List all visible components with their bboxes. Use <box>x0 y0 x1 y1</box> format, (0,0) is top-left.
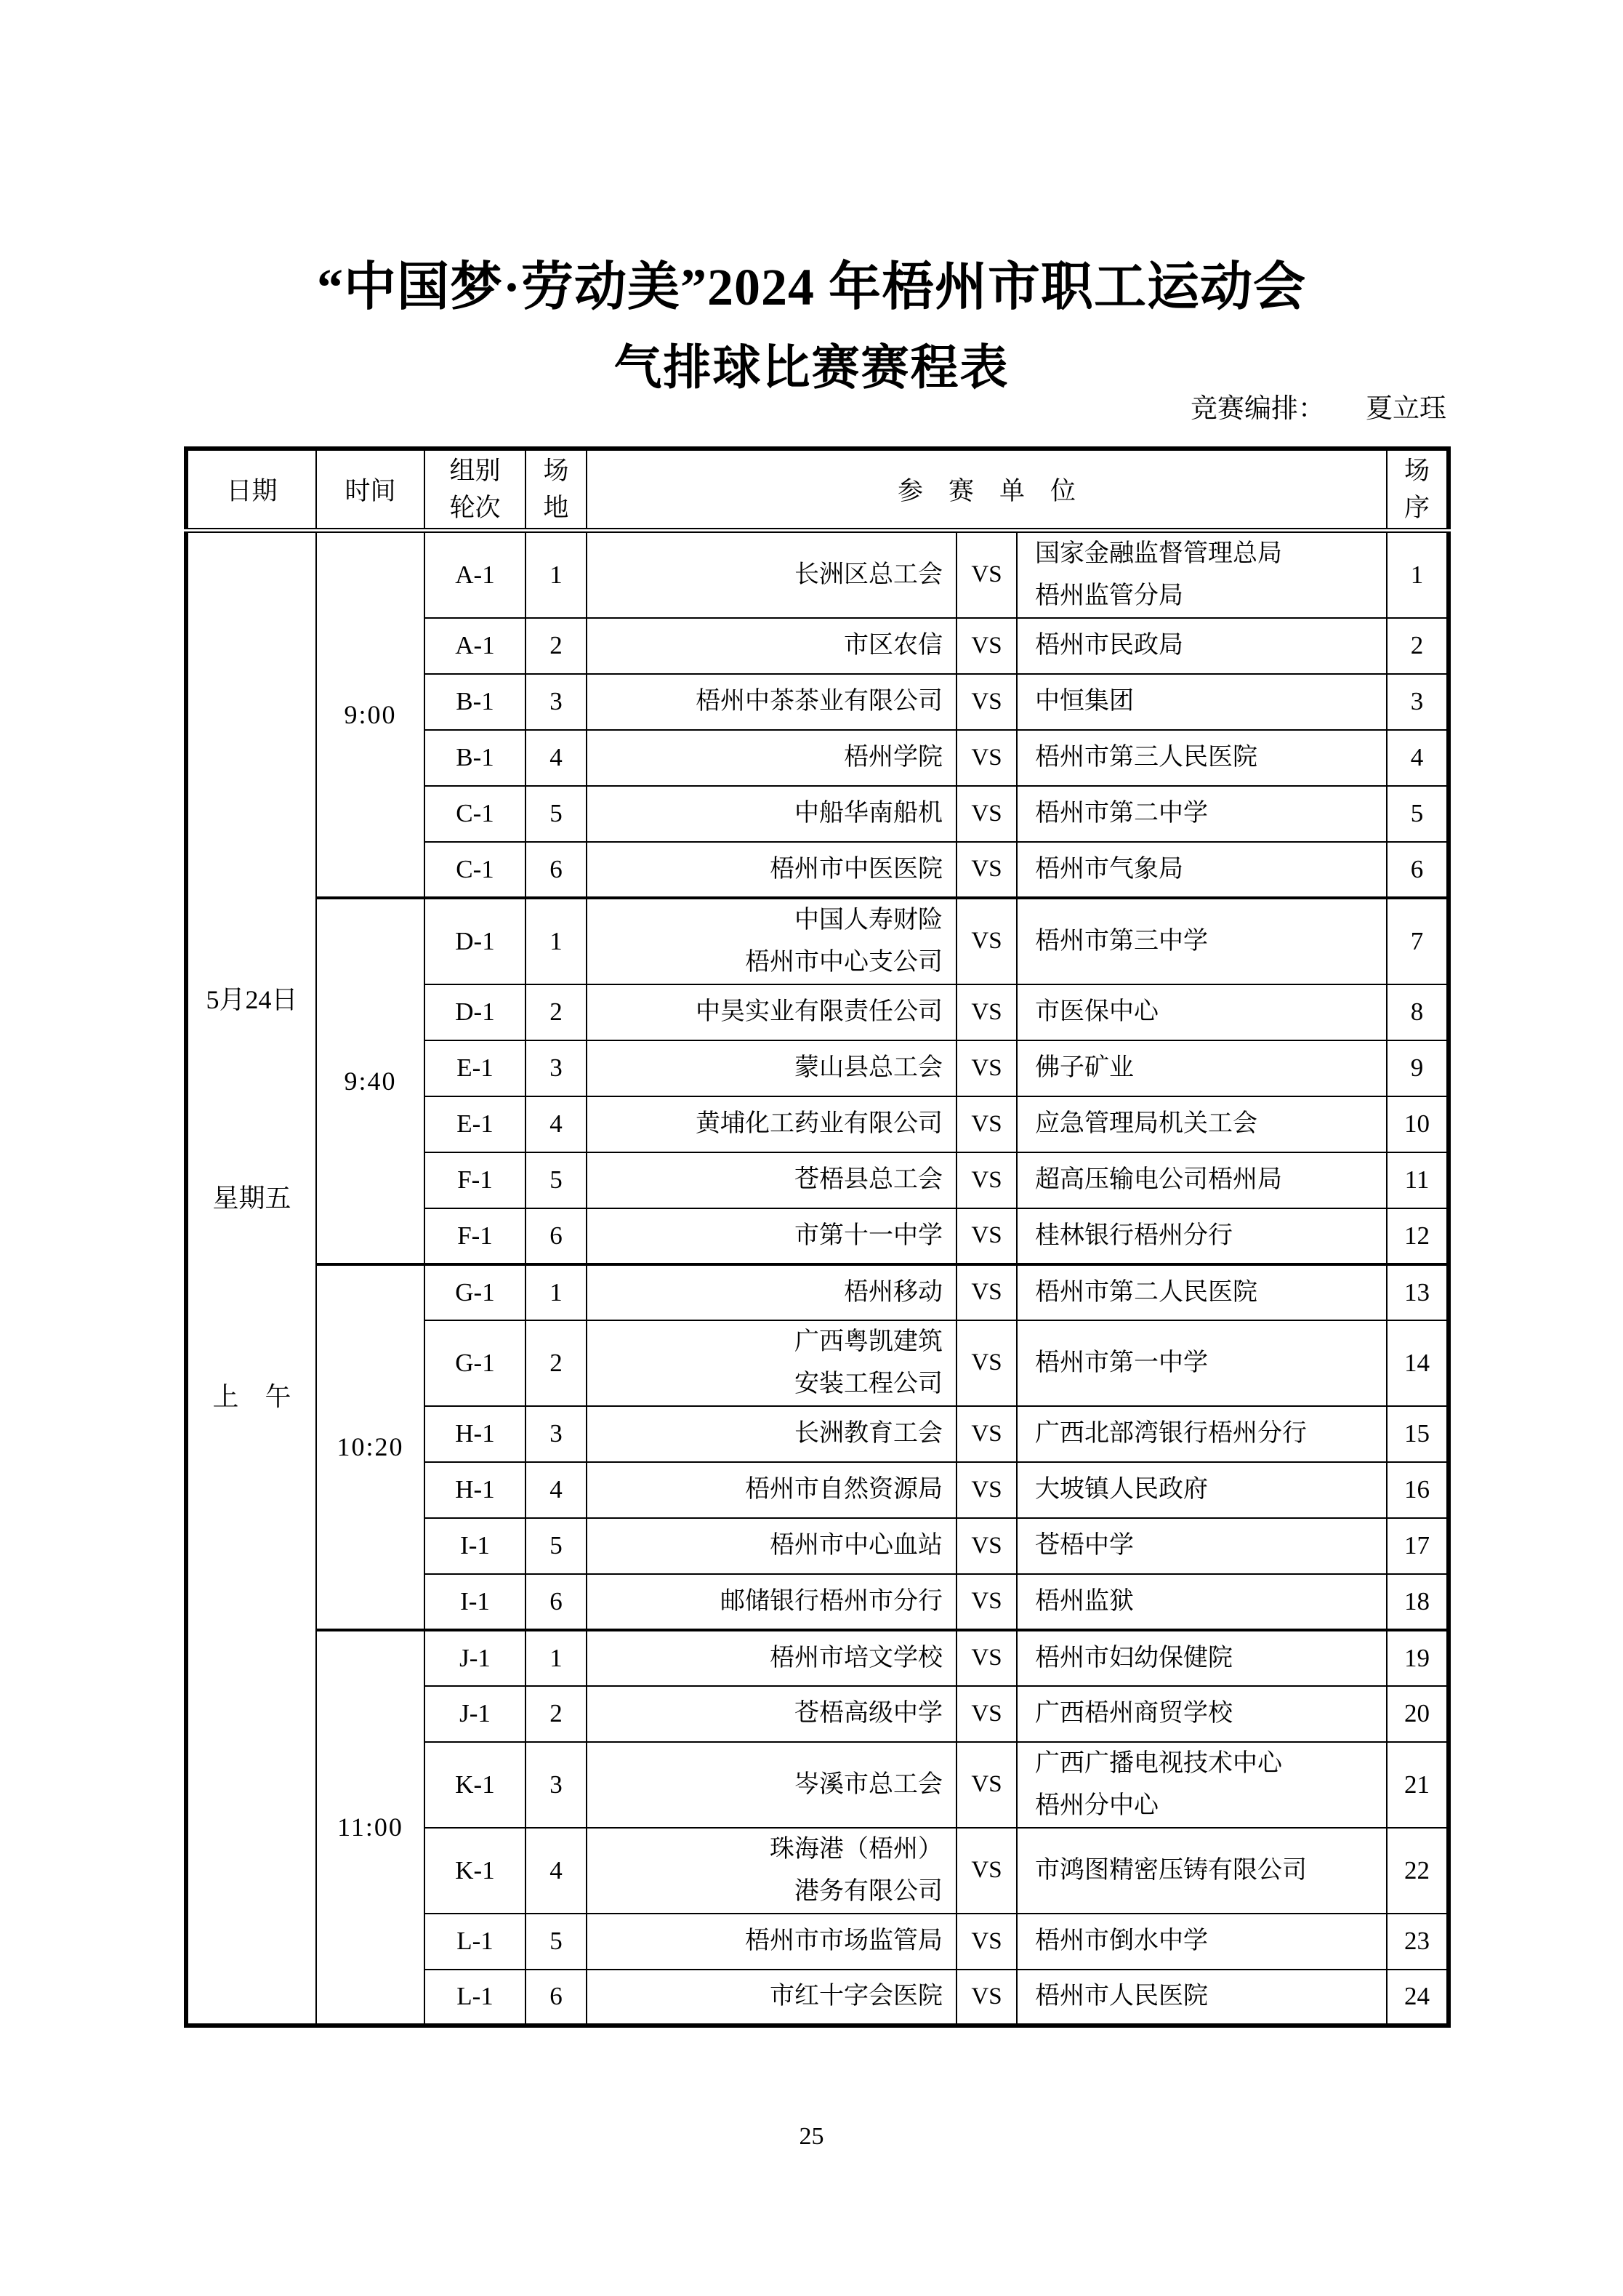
away-team-cell <box>1017 898 1387 984</box>
team-name: 苍梧中学 <box>1035 1532 1134 1559</box>
team-name: 市红十字会医院 <box>770 1983 943 2010</box>
vs-cell: VS <box>957 1040 1017 1096</box>
team-name: 中昊实业有限责任公司 <box>696 998 943 1025</box>
schedule-table <box>184 446 1451 2028</box>
team-name: 梧州市第三人民医院 <box>1035 744 1257 771</box>
weekday-text: 星期五 <box>212 1183 291 1213</box>
credit-line <box>184 386 1446 425</box>
match-row <box>186 1630 1449 1686</box>
match-order-cell: 6 <box>1387 842 1449 898</box>
team-name: 超高压输电公司梧州局 <box>1035 1166 1282 1193</box>
match-order-cell: 10 <box>1387 1096 1449 1152</box>
match-order-cell: 17 <box>1387 1518 1449 1574</box>
date-cell <box>186 530 316 2026</box>
match-order-cell: 2 <box>1387 618 1449 674</box>
court-cell: 6 <box>525 842 587 898</box>
court-cell: 3 <box>525 1742 587 1828</box>
court-cell: 5 <box>525 1914 587 1970</box>
home-team-cell <box>587 1914 957 1970</box>
away-team-cell <box>1017 1406 1387 1462</box>
group-round-cell: G-1 <box>424 1320 525 1406</box>
team-name: 安装工程公司 <box>794 1370 943 1397</box>
time-cell: 10:20 <box>316 1264 424 1630</box>
header-teams: 参 赛 单 位 <box>587 449 1387 530</box>
team-name: 梧州市第二中学 <box>1035 800 1208 827</box>
match-order-cell: 11 <box>1387 1152 1449 1208</box>
away-team-cell <box>1017 1320 1387 1406</box>
home-team-cell <box>587 1742 957 1828</box>
team-name: 梧州市中医医院 <box>770 855 943 883</box>
match-order-cell: 3 <box>1387 674 1449 730</box>
group-round-cell: F-1 <box>424 1152 525 1208</box>
match-order-cell: 14 <box>1387 1320 1449 1406</box>
team-name: 应急管理局机关工会 <box>1035 1110 1257 1137</box>
team-name: 桂林银行梧州分行 <box>1035 1221 1233 1249</box>
home-team-cell <box>587 842 957 898</box>
team-name: 广西北部湾银行梧州分行 <box>1035 1420 1307 1447</box>
team-name: 中国人寿财险 <box>794 906 943 934</box>
team-name: 梧州学院 <box>844 744 943 771</box>
group-round-cell: E-1 <box>424 1040 525 1096</box>
away-team-cell <box>1017 786 1387 842</box>
time-cell: 9:40 <box>316 898 424 1264</box>
team-name: 梧州市第二人民医院 <box>1035 1278 1257 1306</box>
team-name: 梧州市人民医院 <box>1035 1983 1208 2010</box>
group-round-cell: A-1 <box>424 530 525 618</box>
date-stack <box>188 982 315 1414</box>
credit-label: 竞赛编排： <box>1191 394 1325 424</box>
vs-cell: VS <box>957 1742 1017 1828</box>
court-cell: 6 <box>525 1970 587 2026</box>
document-title-line2: 气排球比赛赛程表 <box>613 342 1010 395</box>
home-team-cell <box>587 1152 957 1208</box>
court-cell: 2 <box>525 618 587 674</box>
away-team-cell <box>1017 1742 1387 1828</box>
group-round-cell: F-1 <box>424 1208 525 1264</box>
header-time: 时间 <box>316 449 424 530</box>
group-round-cell: E-1 <box>424 1096 525 1152</box>
away-team-cell <box>1017 1040 1387 1096</box>
team-name: 中恒集团 <box>1035 688 1134 715</box>
vs-cell: VS <box>957 1686 1017 1742</box>
away-team-cell <box>1017 1152 1387 1208</box>
team-name: 梧州市第一中学 <box>1035 1349 1208 1376</box>
home-team-cell <box>587 1406 957 1462</box>
vs-cell: VS <box>957 984 1017 1040</box>
court-cell: 2 <box>525 1686 587 1742</box>
team-name: 梧州移动 <box>844 1278 943 1306</box>
team-name: 梧州市中心血站 <box>770 1532 943 1559</box>
team-name: 市第十一中学 <box>794 1221 943 1249</box>
match-row <box>186 1264 1449 1320</box>
group-round-cell: K-1 <box>424 1828 525 1914</box>
time-cell: 9:00 <box>316 530 424 898</box>
group-round-cell: C-1 <box>424 786 525 842</box>
match-order-cell: 5 <box>1387 786 1449 842</box>
team-name: 市鸿图精密压铸有限公司 <box>1035 1856 1307 1884</box>
away-team-cell <box>1017 1914 1387 1970</box>
group-round-cell: D-1 <box>424 898 525 984</box>
group-round-cell: H-1 <box>424 1406 525 1462</box>
group-round-cell: J-1 <box>424 1630 525 1686</box>
vs-cell: VS <box>957 1970 1017 2026</box>
vs-cell: VS <box>957 1914 1017 1970</box>
away-team-cell <box>1017 1518 1387 1574</box>
match-order-cell: 19 <box>1387 1630 1449 1686</box>
team-name: 梧州市气象局 <box>1035 855 1183 883</box>
home-team-cell <box>587 1462 957 1518</box>
home-team-cell <box>587 1686 957 1742</box>
home-team-cell <box>587 1518 957 1574</box>
team-name: 港务有限公司 <box>794 1877 943 1905</box>
away-team-cell <box>1017 1208 1387 1264</box>
team-name: 梧州市中心支公司 <box>745 948 943 976</box>
court-cell: 6 <box>525 1208 587 1264</box>
court-cell: 1 <box>525 1630 587 1686</box>
team-name: 梧州中茶茶业有限公司 <box>696 688 943 715</box>
vs-cell: VS <box>957 1518 1017 1574</box>
team-name: 广西梧州商贸学校 <box>1035 1700 1233 1727</box>
group-round-cell: I-1 <box>424 1518 525 1574</box>
court-cell: 3 <box>525 674 587 730</box>
away-team-cell <box>1017 730 1387 786</box>
home-team-cell <box>587 1208 957 1264</box>
home-team-cell <box>587 1630 957 1686</box>
court-cell: 6 <box>525 1574 587 1630</box>
away-team-cell <box>1017 530 1387 618</box>
team-name: 市区农信 <box>844 632 943 659</box>
court-cell: 1 <box>525 1264 587 1320</box>
court-cell: 4 <box>525 1096 587 1152</box>
away-team-cell <box>1017 1630 1387 1686</box>
group-round-cell: I-1 <box>424 1574 525 1630</box>
vs-cell: VS <box>957 842 1017 898</box>
team-name: 苍梧高级中学 <box>794 1700 943 1727</box>
match-order-cell: 4 <box>1387 730 1449 786</box>
header-group-line1: 组别 <box>449 456 501 485</box>
court-cell: 4 <box>525 1828 587 1914</box>
table-header-row <box>186 449 1449 530</box>
court-cell: 2 <box>525 1320 587 1406</box>
group-round-cell: C-1 <box>424 842 525 898</box>
team-name: 梧州市自然资源局 <box>745 1476 943 1503</box>
home-team-cell <box>587 786 957 842</box>
group-round-cell: D-1 <box>424 984 525 1040</box>
away-team-cell <box>1017 1096 1387 1152</box>
match-order-cell: 16 <box>1387 1462 1449 1518</box>
court-cell: 3 <box>525 1406 587 1462</box>
match-order-cell: 13 <box>1387 1264 1449 1320</box>
home-team-cell <box>587 1264 957 1320</box>
team-name: 中船华南船机 <box>794 800 943 827</box>
group-round-cell: B-1 <box>424 730 525 786</box>
vs-cell: VS <box>957 786 1017 842</box>
team-name: 梧州市倒水中学 <box>1035 1927 1208 1954</box>
away-team-cell <box>1017 1462 1387 1518</box>
match-order-cell: 22 <box>1387 1828 1449 1914</box>
team-name: 长洲教育工会 <box>794 1420 943 1447</box>
team-name: 市医保中心 <box>1035 998 1159 1025</box>
header-court <box>525 449 587 530</box>
team-name: 梧州市妇幼保健院 <box>1035 1644 1233 1671</box>
match-order-cell: 9 <box>1387 1040 1449 1096</box>
match-order-cell: 12 <box>1387 1208 1449 1264</box>
match-order-cell: 23 <box>1387 1914 1449 1970</box>
court-cell: 4 <box>525 730 587 786</box>
court-cell: 1 <box>525 530 587 618</box>
vs-cell: VS <box>957 898 1017 984</box>
group-round-cell: G-1 <box>424 1264 525 1320</box>
match-order-cell: 7 <box>1387 898 1449 984</box>
team-name: 梧州分中心 <box>1035 1791 1159 1819</box>
court-cell: 5 <box>525 786 587 842</box>
page-number: 25 <box>799 2123 824 2150</box>
vs-cell: VS <box>957 1152 1017 1208</box>
match-order-cell: 21 <box>1387 1742 1449 1828</box>
team-name: 梧州监管分局 <box>1035 582 1183 609</box>
date-text: 5月24日 <box>206 984 298 1014</box>
home-team-cell <box>587 1970 957 2026</box>
vs-cell: VS <box>957 1462 1017 1518</box>
away-team-cell <box>1017 1574 1387 1630</box>
home-team-cell <box>587 898 957 984</box>
vs-cell: VS <box>957 1574 1017 1630</box>
vs-cell: VS <box>957 1096 1017 1152</box>
header-order-line2: 序 <box>1404 493 1430 522</box>
vs-cell: VS <box>957 1828 1017 1914</box>
team-name: 苍梧县总工会 <box>794 1166 943 1193</box>
group-round-cell: A-1 <box>424 618 525 674</box>
vs-cell: VS <box>957 1320 1017 1406</box>
team-name: 佛子矿业 <box>1035 1054 1134 1081</box>
home-team-cell <box>587 1828 957 1914</box>
away-team-cell <box>1017 1264 1387 1320</box>
away-team-cell <box>1017 1970 1387 2026</box>
header-court-line1: 场 <box>543 456 569 485</box>
vs-cell: VS <box>957 1264 1017 1320</box>
home-team-cell <box>587 530 957 618</box>
home-team-cell <box>587 1574 957 1630</box>
credit-name: 夏立珏 <box>1366 394 1446 424</box>
vs-cell: VS <box>957 674 1017 730</box>
match-order-cell: 8 <box>1387 984 1449 1040</box>
vs-cell: VS <box>957 1406 1017 1462</box>
header-order-line1: 场 <box>1404 456 1430 485</box>
vs-cell: VS <box>957 1208 1017 1264</box>
home-team-cell <box>587 1096 957 1152</box>
team-name: 岑溪市总工会 <box>794 1770 943 1798</box>
home-team-cell <box>587 1320 957 1406</box>
team-name: 广西广播电视技术中心 <box>1035 1749 1282 1777</box>
team-name: 梧州市第三中学 <box>1035 927 1208 955</box>
team-name: 梧州监狱 <box>1035 1587 1134 1615</box>
court-cell: 1 <box>525 898 587 984</box>
time-cell: 11:00 <box>316 1630 424 2026</box>
away-team-cell <box>1017 1828 1387 1914</box>
team-name: 国家金融监督管理总局 <box>1035 539 1282 567</box>
away-team-cell <box>1017 618 1387 674</box>
home-team-cell <box>587 984 957 1040</box>
away-team-cell <box>1017 984 1387 1040</box>
home-team-cell <box>587 1040 957 1096</box>
group-round-cell: J-1 <box>424 1686 525 1742</box>
team-name: 邮储银行梧州市分行 <box>720 1587 943 1615</box>
team-name: 梧州市市场监管局 <box>745 1927 943 1954</box>
team-name: 黄埔化工药业有限公司 <box>696 1110 943 1137</box>
team-name: 蒙山县总工会 <box>794 1054 943 1081</box>
team-name: 广西粤凯建筑 <box>794 1328 943 1355</box>
vs-cell: VS <box>957 730 1017 786</box>
header-date: 日期 <box>186 449 316 530</box>
home-team-cell <box>587 674 957 730</box>
away-team-cell <box>1017 674 1387 730</box>
match-order-cell: 15 <box>1387 1406 1449 1462</box>
home-team-cell <box>587 730 957 786</box>
away-team-cell <box>1017 1686 1387 1742</box>
court-cell: 5 <box>525 1518 587 1574</box>
header-order <box>1387 449 1449 530</box>
header-court-line2: 地 <box>543 493 569 522</box>
match-order-cell: 18 <box>1387 1574 1449 1630</box>
match-order-cell: 20 <box>1387 1686 1449 1742</box>
team-name: 梧州市民政局 <box>1035 632 1183 659</box>
document-title-line1: “中国梦·劳动美”2024 年梧州市职工运动会 <box>316 258 1306 316</box>
home-team-cell <box>587 618 957 674</box>
period-text: 上 午 <box>212 1381 291 1411</box>
group-round-cell: L-1 <box>424 1914 525 1970</box>
court-cell: 2 <box>525 984 587 1040</box>
court-cell: 3 <box>525 1040 587 1096</box>
header-group-round <box>424 449 525 530</box>
vs-cell: VS <box>957 618 1017 674</box>
court-cell: 4 <box>525 1462 587 1518</box>
group-round-cell: H-1 <box>424 1462 525 1518</box>
team-name: 梧州市培文学校 <box>770 1644 943 1671</box>
group-round-cell: K-1 <box>424 1742 525 1828</box>
group-round-cell: L-1 <box>424 1970 525 2026</box>
vs-cell: VS <box>957 530 1017 618</box>
court-cell: 5 <box>525 1152 587 1208</box>
match-row <box>186 898 1449 984</box>
team-name: 大坡镇人民政府 <box>1035 1476 1208 1503</box>
team-name: 长洲区总工会 <box>794 561 943 588</box>
header-group-line2: 轮次 <box>449 493 501 522</box>
match-order-cell: 24 <box>1387 1970 1449 2026</box>
vs-cell: VS <box>957 1630 1017 1686</box>
team-name: 珠海港（梧州） <box>770 1835 943 1863</box>
group-round-cell: B-1 <box>424 674 525 730</box>
away-team-cell <box>1017 842 1387 898</box>
match-row <box>186 530 1449 618</box>
match-order-cell: 1 <box>1387 530 1449 618</box>
